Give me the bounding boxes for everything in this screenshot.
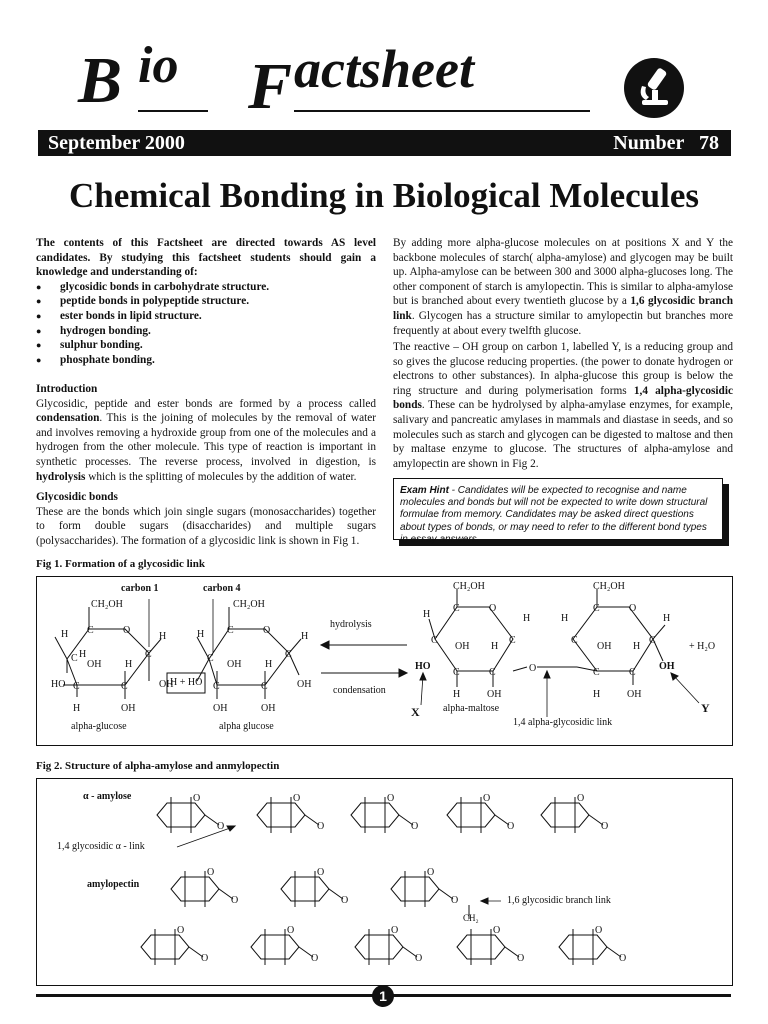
- bridge-oxygen: O: [317, 821, 325, 832]
- ring-oxygen: O: [427, 867, 435, 878]
- svg-text:CH₂OH: CH₂OH: [233, 599, 265, 610]
- right-paragraph-1: [393, 236, 733, 338]
- glucose-ring: [257, 803, 305, 827]
- text-run: . These can be hydrolysed by alpha-amylase enzymes, for example, salivary and pancreatic amylases in mammals and diastase in seeds, and so molecules such as starch and glycogen can be digested to maltose and then by maltase enzyme to glucose. The structures of alpha-amylose and amylopectin are shown in Fig 2.: [393, 399, 733, 470]
- ring-oxygen: O: [493, 925, 501, 936]
- alpha-glucose-label: alpha glucose: [219, 721, 274, 732]
- svg-text:H: H: [453, 689, 461, 700]
- bridge-oxygen: O: [415, 953, 423, 964]
- logo-letter-f: F: [248, 50, 293, 123]
- ring-oxygen: O: [483, 793, 491, 804]
- glucose-ring: [541, 803, 589, 827]
- svg-text:C: C: [509, 635, 516, 646]
- glycosidic-paragraph: These are the bonds which join single sugars (monosaccharides) together to form double sugars (disaccharides) and multiple sugars (polysaccharides). The formation of a glycosidic link is shown in Fig 1.: [36, 505, 376, 547]
- glucose-ring: [171, 877, 219, 901]
- exam-hint-box: [393, 478, 723, 545]
- svg-text:H: H: [423, 609, 431, 620]
- section-heading: Glycosidic bonds: [36, 491, 118, 503]
- ring-oxygen: O: [293, 793, 301, 804]
- svg-text:C: C: [227, 625, 234, 636]
- svg-text:C: C: [207, 653, 214, 664]
- bridge-oxygen: O: [231, 895, 239, 906]
- list-item: ● ester bonds in lipid structure.: [36, 309, 376, 324]
- svg-text:+ H₂O: + H₂O: [689, 641, 716, 652]
- introduction-paragraph: [36, 397, 376, 485]
- carbon-4-label: carbon 4: [203, 583, 241, 594]
- glucose-ring: [141, 935, 189, 959]
- bridge-oxygen: O: [217, 821, 225, 832]
- svg-text:C: C: [285, 649, 292, 660]
- svg-text:OH: OH: [487, 689, 502, 700]
- logo-letters-io: io: [138, 37, 179, 94]
- text-run: . This is the joining of molecules by the removal of water and involves removing a hydroxide group from one of the molecules and a hydrogen from the other molecule. This type of reaction is important in synthetic processes. The reverse process, involved in digestion, is: [36, 412, 376, 468]
- svg-text:C: C: [593, 667, 600, 678]
- svg-text:C: C: [571, 635, 578, 646]
- logo-underline: [294, 110, 590, 112]
- svg-text:OH: OH: [261, 703, 276, 714]
- term-hydrolysis: hydrolysis: [36, 470, 86, 483]
- ring-oxygen: O: [177, 925, 185, 936]
- svg-text:OH: OH: [227, 659, 242, 670]
- term-glycosidic-bonds: 1,4 alpha-glycosidic bonds: [393, 384, 733, 412]
- glucose-ring: [157, 803, 205, 827]
- fig1-caption: Fig 1. Formation of a glycosidic link: [36, 558, 205, 570]
- alpha-link-label: 1,4 glycosidic α - link: [57, 841, 145, 852]
- svg-text:H: H: [491, 641, 499, 652]
- objectives-list: [36, 280, 376, 368]
- bridge-oxygen: O: [619, 953, 627, 964]
- text-run: By adding more alpha-glucose molecules on at positions X and Y the backbone molecules of starch( alpha-amylose) and glycogen may be built up. Alpha-amylose can be between 300 and 3000 alpha-glucoses long. The other component of starch is amylopectin. This is similar to alpha-amylose but is branched about every twentieth glucose by a: [393, 237, 733, 308]
- hydrolysis-label: hydrolysis: [330, 619, 372, 630]
- amylopectin-label: amylopectin: [87, 879, 140, 890]
- glucose-ring: [351, 803, 399, 827]
- svg-text:OH: OH: [297, 679, 312, 690]
- bridge-oxygen: O: [341, 895, 349, 906]
- svg-text:H: H: [265, 659, 273, 670]
- glucose-ring: [559, 935, 607, 959]
- logo-letter-b: B: [78, 44, 123, 117]
- glucose-ring: [251, 935, 299, 959]
- introduction-section: [36, 382, 376, 484]
- svg-text:H: H: [593, 689, 601, 700]
- carbon-1-label: carbon 1: [121, 583, 159, 594]
- list-item: ● glycosidic bonds in carbohydrate structure.: [36, 280, 376, 295]
- text-run: which is the splitting of molecules by the addition of water.: [88, 470, 357, 483]
- ring-oxygen: O: [207, 867, 215, 878]
- issue-banner: [38, 130, 731, 156]
- svg-text:H: H: [523, 613, 531, 624]
- ring-oxygen: O: [577, 793, 585, 804]
- alpha-glucose-label: alpha-glucose: [71, 721, 127, 732]
- masthead-logo: [78, 37, 618, 123]
- list-item: ● hydrogen bonding.: [36, 324, 376, 339]
- section-heading: Introduction: [36, 383, 98, 395]
- svg-text:OH: OH: [659, 661, 675, 672]
- removed-water-box: H + HO: [170, 677, 203, 688]
- fig1-diagram: [36, 576, 733, 746]
- bridge-oxygen: O: [517, 953, 525, 964]
- svg-text:C: C: [453, 667, 460, 678]
- svg-text:H: H: [197, 629, 205, 640]
- ring-oxygen: O: [287, 925, 295, 936]
- text-run: The reactive – OH group on carbon 1, labelled Y, is a reducing group and so gives the glucose reducing properties. (the power to donate hydrogen or electrons to other substances). In alpha-glucose this group is below the ring structure and during polymerisation forms: [393, 341, 733, 397]
- svg-text:OH: OH: [121, 703, 136, 714]
- ring-oxygen: O: [391, 925, 399, 936]
- glucose-ring: [447, 803, 495, 827]
- svg-text:H: H: [61, 629, 69, 640]
- svg-text:C: C: [73, 681, 80, 692]
- fig2-diagram: [36, 778, 733, 986]
- glucose-ring: [391, 877, 439, 901]
- intro-block: [36, 236, 376, 367]
- text-run: Glycosidic, peptide and ester bonds are formed by a process called: [36, 397, 376, 410]
- ring-oxygen: O: [387, 793, 395, 804]
- term-branch-link: 1,6 glycosidic branch link: [393, 295, 733, 322]
- svg-text:OH: OH: [159, 679, 174, 690]
- intro-lead: The contents of this Factsheet are directed towards AS level candidates. By studying this factsheet students should gain a knowledge and understanding of:: [36, 237, 376, 279]
- glucose-ring: [281, 877, 329, 901]
- svg-text:CH₂OH: CH₂OH: [593, 581, 625, 592]
- svg-text:H: H: [159, 631, 167, 642]
- svg-text:C: C: [453, 603, 460, 614]
- svg-text:OH: OH: [213, 703, 228, 714]
- ring-oxygen: O: [317, 867, 325, 878]
- exam-hint-label: Exam Hint: [400, 485, 449, 496]
- glucose-ring: [355, 935, 403, 959]
- list-item: ● sulphur bonding.: [36, 338, 376, 353]
- svg-text:C: C: [629, 667, 636, 678]
- svg-text:C: C: [261, 681, 268, 692]
- glycosidic-link-label: 1,4 alpha-glycosidic link: [513, 717, 613, 728]
- svg-text:H: H: [561, 613, 569, 624]
- svg-text:H: H: [73, 703, 81, 714]
- microscope-icon: [622, 56, 686, 120]
- svg-text:O: O: [263, 625, 271, 636]
- svg-text:OH: OH: [597, 641, 612, 652]
- svg-text:C: C: [145, 649, 152, 660]
- svg-text:H: H: [125, 659, 133, 670]
- issue-date: September 2000: [48, 132, 185, 154]
- bridge-oxygen: O: [507, 821, 515, 832]
- svg-text:C: C: [71, 653, 78, 664]
- svg-text:CH₂OH: CH₂OH: [91, 599, 123, 610]
- page-title: Chemical Bonding in Biological Molecules: [68, 176, 700, 215]
- bridge-oxygen: O: [311, 953, 319, 964]
- svg-text:H: H: [79, 649, 87, 660]
- condensation-label: condensation: [333, 685, 386, 696]
- svg-text:OH: OH: [455, 641, 470, 652]
- bridge-oxygen: O: [411, 821, 419, 832]
- svg-text:C: C: [121, 681, 128, 692]
- svg-text:OH: OH: [627, 689, 642, 700]
- svg-text:O: O: [529, 663, 537, 674]
- svg-text:C: C: [649, 635, 656, 646]
- logo-letters-actsheet: actsheet: [294, 39, 474, 99]
- ch2-label: CH₂: [463, 913, 479, 923]
- bridge-oxygen: O: [451, 895, 459, 906]
- bridge-oxygen: O: [201, 953, 209, 964]
- term-condensation: condensation: [36, 412, 100, 425]
- ring-oxygen: O: [193, 793, 201, 804]
- svg-text:H: H: [663, 613, 671, 624]
- text-run: . Glycogen has a structure similar to amylopectin but branches more frequently at about every twelfth glucose.: [393, 309, 733, 337]
- svg-text:C: C: [489, 667, 496, 678]
- svg-text:H: H: [301, 631, 309, 642]
- position-x-label: X: [411, 705, 420, 719]
- right-paragraph-2: [393, 340, 733, 471]
- position-y-label: Y: [701, 701, 710, 715]
- amylose-label: α - amylose: [83, 791, 132, 802]
- glycosidic-section: [36, 490, 376, 548]
- logo-underline: [138, 110, 208, 112]
- exam-hint-text: - Candidates will be expected to recognise and name molecules and bonds but will not be expected to write down structural formulae from memory. Candidates may be asked direct questions about types of bonds, or may need to refer to the different bond types in essay answers.: [400, 485, 708, 545]
- alpha-maltose-label: alpha-maltose: [443, 703, 500, 714]
- branch-link-label: 1,6 glycosidic branch link: [507, 895, 611, 906]
- list-item: ● phosphate bonding.: [36, 353, 376, 368]
- svg-text:OH: OH: [87, 659, 102, 670]
- page-number: 1: [372, 985, 394, 1007]
- issue-number: Number 78: [613, 132, 719, 154]
- svg-text:H: H: [633, 641, 641, 652]
- fig2-caption: Fig 2. Structure of alpha-amylose and anmylopectin: [36, 760, 280, 772]
- bridge-oxygen: O: [601, 821, 609, 832]
- ring-oxygen: O: [595, 925, 603, 936]
- svg-text:CH₂OH: CH₂OH: [453, 581, 485, 592]
- svg-text:HO: HO: [415, 661, 431, 672]
- svg-text:HO: HO: [51, 679, 66, 690]
- svg-text:C: C: [213, 681, 220, 692]
- svg-text:C: C: [593, 603, 600, 614]
- svg-text:C: C: [87, 625, 94, 636]
- svg-text:O: O: [489, 603, 497, 614]
- list-item: ● peptide bonds in polypeptide structure.: [36, 294, 376, 309]
- svg-text:O: O: [123, 625, 131, 636]
- svg-text:C: C: [431, 635, 438, 646]
- glucose-ring: [457, 935, 505, 959]
- svg-text:O: O: [629, 603, 637, 614]
